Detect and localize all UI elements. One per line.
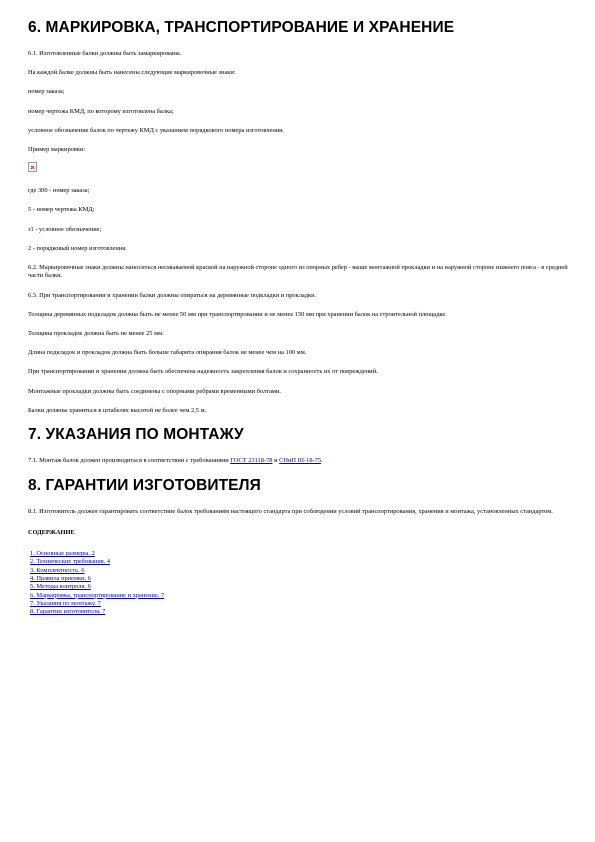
section-7-heading: 7. УКАЗАНИЯ ПО МОНТАЖУ bbox=[28, 426, 244, 444]
document-page bbox=[28, 18, 568, 617]
text: 7.1. Монтаж балок должен производиться в соответствии с требованиями bbox=[28, 457, 231, 465]
paragraph: 6.1. Изготовленные балки должны быть замаркированы. bbox=[28, 50, 182, 57]
text: и bbox=[272, 457, 280, 465]
legend-line: з1 - условное обозначение; bbox=[28, 225, 102, 233]
text: . bbox=[321, 457, 323, 465]
legend-line: 2 - порядковый номер изготовления. bbox=[28, 244, 127, 252]
paragraph: Толщина деревянных подкладок должна быть не менее 50 мм при транспортировании и не менее 150 мм при хранении балок на строительной площадке. bbox=[28, 310, 447, 318]
paragraph: 6.3. При транспортировании и хранении балки должны опираться на деревянные подкладки и прокладки. bbox=[28, 291, 317, 299]
toc-link[interactable]: 2. Технические требования. 4 bbox=[30, 558, 111, 566]
paragraph: Монтажные прокладки должны быть соединены с опорными ребрами временными болтами. bbox=[28, 387, 281, 395]
snip-link[interactable]: СНиП III-18-75 bbox=[279, 457, 322, 465]
gost-link[interactable]: ГОСТ 23118-78 bbox=[230, 457, 273, 465]
toc-title: СОДЕРЖАНИЕ bbox=[28, 528, 75, 536]
toc-link[interactable]: 7. Указания по монтажу. 7 bbox=[30, 599, 101, 607]
section-8-heading: 8. ГАРАНТИИ ИЗГОТОВИТЕЛЯ bbox=[28, 476, 261, 494]
paragraph: Длина подкладок и прокладок должна быть больше габарита опирания балок не менее чем на 100 мм. bbox=[28, 349, 307, 357]
section-6-heading: 6. МАРКИРОВКА, ТРАНСПОРТИРОВАНИЕ И ХРАНЕНИЕ bbox=[28, 19, 455, 36]
paragraph: На каждой балке должны быть нанесены следующие маркировочные знаки: bbox=[28, 69, 236, 77]
legend-line: где 300 - номер заказа; bbox=[28, 187, 90, 195]
paragraph: условное обозначение балок по чертежу КМД с указанием порядкового номера изготовления. bbox=[28, 126, 284, 134]
paragraph: 8.1. Изготовитель должен гарантировать соответствие балок требованиям настоящего стандарта при соблюдении условий транспортирования, хранения и монтажа, установленных стандартом. bbox=[28, 507, 553, 515]
paragraph: Толщина прокладок должна быть не менее 25 мм. bbox=[28, 330, 164, 338]
toc-link[interactable]: 1. Основные размеры. 2 bbox=[30, 550, 95, 558]
toc-link[interactable]: 6. Маркировка, транспортирование и хранение. 7 bbox=[30, 591, 165, 599]
toc-link[interactable]: 3. Комплектность. 6 bbox=[30, 566, 85, 574]
paragraph: 6.2. Маркировочные знаки должны наноситься несмываемой краской на наружной стороне одного из опорных ребер - выше монтажной прокладки и на наружной стороне нижнего пояса - в средней части балки. bbox=[28, 263, 568, 280]
legend-line: 5 - номер чертежа КМД; bbox=[28, 206, 95, 214]
toc-link[interactable]: 5. Методы контроля. 6 bbox=[30, 583, 91, 591]
paragraph bbox=[28, 457, 568, 466]
paragraph: номер чертежа КМД, по которому изготовлена балка; bbox=[28, 107, 174, 115]
paragraph: Пример маркировки: bbox=[28, 145, 86, 153]
toc-link[interactable]: 8. Гарантии изготовителя. 7 bbox=[30, 608, 106, 616]
paragraph: При транспортировании и хранении должна быть обеспечена надежность закрепления балок и сохранность их от повреждений. bbox=[28, 368, 378, 376]
paragraph: Балки должны храниться в штабелях высотой не более чем 2,5 м. bbox=[28, 406, 207, 414]
paragraph: номер заказа; bbox=[28, 88, 65, 96]
broken-image-icon bbox=[28, 162, 37, 172]
toc-link[interactable]: 4. Правила приемки. 6 bbox=[30, 575, 91, 583]
table-of-contents bbox=[30, 550, 568, 616]
